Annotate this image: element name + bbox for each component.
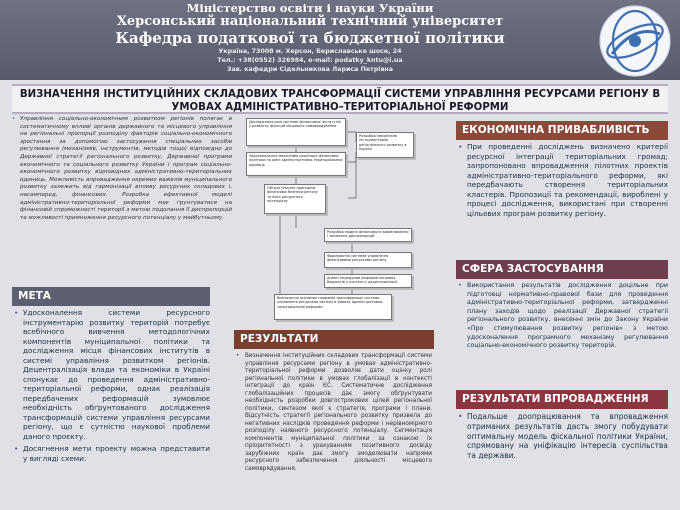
meta-item: • Удосконалення системи ресурсного інструментарію розвитку територій потребує всебічного вивчення методологічних компонентів муніципальної політики та дослідження місця фінансових інститутів в системі управління розвитком регіонів. Децентралізація влади та економіки в Україні спонукає до проведення адміністративно-територіальної реформи, однак реалізація передбачених реформацій зумовлює необхідність обґрунтованого дослідження трансформацій системи управління ресурсами регіону, що є сутністю наукової проблеми даного проєкту. xyxy=(14,308,210,441)
diagram-box: Розробка механізмів інструментарію регіонального розвитку в Україні xyxy=(356,132,414,158)
department-head: Зав. кафедри Сідельникова Лариса Петрівна xyxy=(226,66,394,73)
economic-paragraph: • При проведенні досліджень визначено критерії ресурсної інтеграції територіальних громад; запропоновано впровадження пілотних проектів адміністративно-територіального реформи, які передбачають створення територіальних кластерів. Пропозиції та рекомендації, вироблені у процесі дослідження, використані при створенні цільових програм розвитку регіону. xyxy=(458,142,668,218)
results-heading: РЕЗУЛЬТАТИ xyxy=(234,330,434,349)
economic-heading: ЕКОНОМІЧНА ПРИВАБЛИВІСТЬ xyxy=(456,121,668,140)
diagram-box: Формування системи управління фінансовими ресурсами регіону xyxy=(324,252,412,268)
sphere-paragraph: • Використання результатів дослідження доцільне при підготовці нормативно-правової бази для проведення адміністративно-територіальної реформи, затвердженні плану заходів щодо реалізації Державної стратегії регіонального розвитку, внесенні змін до Закону України «Про стимулювання розвитку регіонів» з метою удосконалення програмного механізму регулювання соціально-економічного розвитку територій. xyxy=(458,282,668,351)
economic-text-block xyxy=(458,142,668,218)
sphere-text-block xyxy=(458,282,668,351)
intro-paragraph: • Управління соціально-економічним розвитком регіонів полягає в систематичному впливі органів державного та місцевого управління на регіональні пропорції розподілу факторів соціально-економічного зростання за допомогою застосування спеціальних засобів регулювання (механізмів, інструментів, методів тощо) відповідно до Державної стратегії регіонального розвитку, Державної програми економічного та соціального розвитку України і програм соціально-економічного розвитку відповідних адміністративно-територіальних одиниць. Можливість впровадження окремих важелів муніципального розвитку залежить від гармонізації впливу ресурсних складових і, насамперед, фінансових. Розробка ефективної моделі адміністративно-територіальної реформи має ґрунтуватися на фінансовій спроможності території з метою подолання її диспропорцій та можливості примноження ресурсного потенціалу у майбутньому. xyxy=(12,116,232,222)
diagram-box: Аналіз передумов реформи місцевих бюджетів у контексті децентралізації xyxy=(324,274,412,288)
intro-text-block xyxy=(12,116,232,222)
diagram-box: Розробка моделі фінансового вирівнювання і зниження диспропорцій xyxy=(324,228,412,242)
poster-title xyxy=(12,84,668,114)
title-line-2: УМОВАХ АДМІНІСТРАТИВНО–ТЕРИТОРІАЛЬНОЇ РЕФОРМИ xyxy=(171,102,509,113)
title-line-1: ВИЗНАЧЕННЯ ІНСТИТУЦІЙНИХ СКЛАДОВИХ ТРАНСФОРМАЦІЇ СИСТЕМИ УПРАВЛІННЯ РЕСУРСАМИ РЕГІОНУ В xyxy=(19,89,661,100)
diagram-box: Дослідження ролі системи фінансових інститутів у розвитку функцій місцевого самоврядування xyxy=(246,118,346,146)
department-name: Кафедра податкової та бюджетної політики xyxy=(115,29,505,47)
university-name: Херсонський національний технічний університет xyxy=(116,14,504,29)
meta-heading: МЕТА xyxy=(12,287,210,306)
meta-text-block xyxy=(14,308,210,463)
globe-logo-icon xyxy=(598,4,672,78)
results-text-block xyxy=(236,353,432,473)
contacts: Тел.: +38(0552) 326984, e-mail: podatky_kntu@i.ua xyxy=(217,57,403,64)
address: Україна, 73008 м. Херсон, Бериславське шосе, 24 xyxy=(218,48,402,55)
implementation-paragraph: • Подальше доопрацювання та впровадження отриманих результатів дасть змогу побудувати оптимальну модель фіскальної політики України, спрямовану на уніфікацію інтересів суспільства та держави. xyxy=(458,412,668,461)
header-banner xyxy=(0,0,680,80)
diagram-box: Удосконалення механізмів реалізації фінансової політики на рівні адміністративно-територіальних одиниць xyxy=(246,152,346,176)
results-paragraph: • Визначення інституційних складових трансформації системи управління ресурсами регіону в умовах адміністративно-територіальної реформи дозволяє дати оцінку ролі регіональної політики в умовах глобалізації в контексті інтеграції до країн ЄС. Систематичне дослідження глобалізаційних процесів дає змогу обґрунтувати необхідність розробки довгострокових цілей регіональної політики, синтезом якої є стратегія, програми і плани. Відсутність стратегії регіонального розвитку призвела до негативних наслідків проведення реформи і нерівномірного розподілу наявного ресурсного потенціалу. Сегментація компонентів муніципальної політики за ознакою їх пріоритетності з урахуванням позитивного досвіду зарубіжних країн дає змогу змоделювати напрями ресурсного забезпечення діяльності місцевого самоврядування. xyxy=(236,353,432,473)
diagram-box: Обґрунтування принципів фінансової безпеки регіону та його ресурсного потенціалу xyxy=(264,184,326,214)
meta-item: • Досягнення мети проекту можна представити у вигляді схеми. xyxy=(14,444,210,463)
project-scheme-diagram xyxy=(244,118,416,330)
ministry-name: Міністерство освіти і науки України xyxy=(186,1,434,15)
implementation-text-block xyxy=(458,412,668,461)
diagram-box: Визначення основних напрямів трансформації системи управління ресурсами регіону в умовах адміністративно-територіальної реформи xyxy=(274,294,392,320)
sphere-heading: СФЕРА ЗАСТОСУВАННЯ xyxy=(456,260,668,279)
implementation-heading: РЕЗУЛЬТАТИ ВПРОВАДЖЕННЯ xyxy=(456,390,668,409)
